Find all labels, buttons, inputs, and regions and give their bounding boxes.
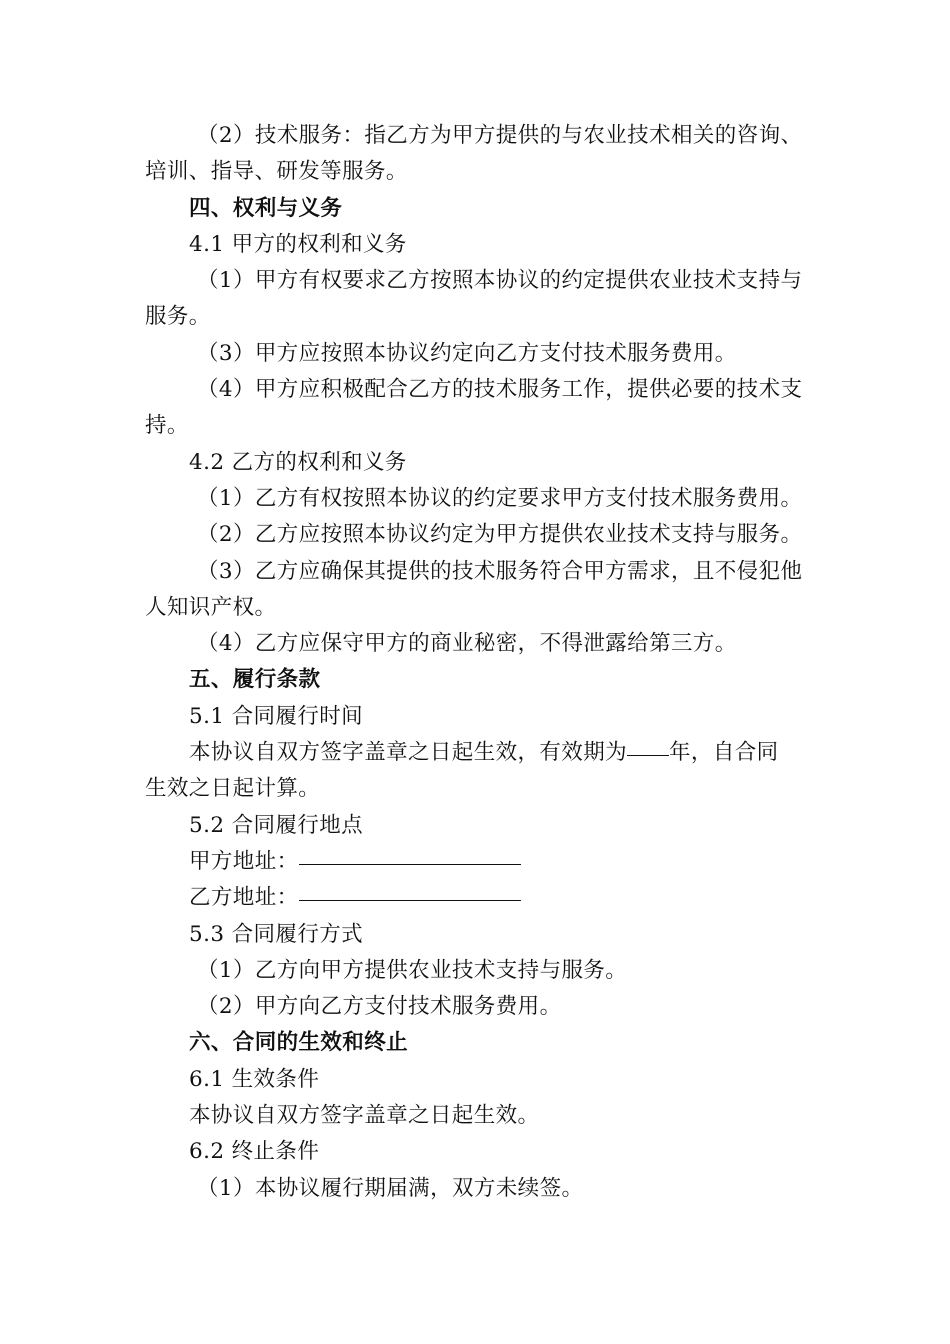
line-text: （1）本协议履行期届满，双方未续签。 bbox=[197, 1175, 584, 1201]
document-body bbox=[145, 118, 810, 1207]
line-text: （4）乙方应保守甲方的商业秘密，不得泄露给第三方。 bbox=[197, 631, 737, 657]
section-heading bbox=[145, 662, 810, 698]
line-text: 人知识产权。 bbox=[145, 594, 277, 620]
paragraph-line bbox=[145, 626, 810, 662]
line-text: 六、合同的生效和终止 bbox=[189, 1030, 409, 1056]
paragraph-line bbox=[145, 517, 810, 553]
paragraph-line bbox=[145, 1171, 810, 1207]
line-text: （2）乙方应按照本协议约定为甲方提供农业技术支持与服务。 bbox=[197, 522, 803, 548]
line-text: 5.2 合同履行地点 bbox=[189, 812, 364, 838]
paragraph-line bbox=[145, 880, 810, 916]
line-text: 甲方地址： bbox=[189, 848, 299, 874]
line-text: 生效之日起计算。 bbox=[145, 776, 321, 802]
line-text: （1）乙方有权按照本协议的约定要求甲方支付技术服务费用。 bbox=[197, 485, 803, 511]
line-text: 五、履行条款 bbox=[189, 667, 321, 693]
paragraph-line bbox=[145, 554, 810, 590]
line-text: 6.2 终止条件 bbox=[189, 1139, 320, 1165]
line-text: 本协议自双方签字盖章之日起生效，有效期为 bbox=[189, 740, 628, 766]
paragraph-line bbox=[145, 699, 810, 735]
line-text: 四、权利与义务 bbox=[189, 195, 343, 221]
section-heading bbox=[145, 191, 810, 227]
line-text: 5.3 合同履行方式 bbox=[189, 921, 364, 947]
line-text: （3）乙方应确保其提供的技术服务符合甲方需求，且不侵犯他 bbox=[197, 558, 803, 584]
line-text: （4）甲方应积极配合乙方的技术服务工作，提供必要的技术支 bbox=[197, 377, 803, 403]
paragraph-line bbox=[145, 989, 810, 1025]
section-heading bbox=[145, 1025, 810, 1061]
paragraph-line bbox=[145, 408, 810, 444]
paragraph-line bbox=[145, 808, 810, 844]
paragraph-line bbox=[145, 227, 810, 263]
line-text: 服务。 bbox=[145, 304, 211, 330]
paragraph-line bbox=[145, 118, 810, 154]
paragraph-line bbox=[145, 154, 810, 190]
line-text-suffix: 年，自合同 bbox=[669, 740, 779, 766]
paragraph-line bbox=[145, 953, 810, 989]
line-text: 乙方地址： bbox=[189, 885, 299, 911]
paragraph-line bbox=[145, 1098, 810, 1134]
paragraph-line bbox=[145, 336, 810, 372]
paragraph-line bbox=[145, 735, 810, 771]
paragraph-line bbox=[145, 445, 810, 481]
line-text: 本协议自双方签字盖章之日起生效。 bbox=[189, 1103, 540, 1129]
line-text: 5.1 合同履行时间 bbox=[189, 703, 364, 729]
fill-in-blank bbox=[299, 899, 521, 901]
line-text: 培训、指导、研发等服务。 bbox=[145, 159, 408, 185]
fill-in-blank bbox=[627, 754, 669, 756]
line-text: 6.1 生效条件 bbox=[189, 1066, 320, 1092]
line-text: （1）甲方有权要求乙方按照本协议的约定提供农业技术支持与 bbox=[197, 268, 803, 294]
paragraph-line bbox=[145, 263, 810, 299]
line-text: （2）技术服务：指乙方为甲方提供的与农业技术相关的咨询、 bbox=[197, 123, 803, 148]
line-text: 4.1 甲方的权利和义务 bbox=[189, 231, 407, 257]
line-text: 持。 bbox=[145, 413, 189, 439]
fill-in-blank bbox=[299, 863, 521, 865]
paragraph-line bbox=[145, 590, 810, 626]
paragraph-line bbox=[145, 844, 810, 880]
paragraph-line bbox=[145, 1062, 810, 1098]
paragraph-line bbox=[145, 771, 810, 807]
line-text: 4.2 乙方的权利和义务 bbox=[189, 449, 407, 475]
line-text: （2）甲方向乙方支付技术服务费用。 bbox=[197, 994, 562, 1020]
line-text: （3）甲方应按照本协议约定向乙方支付技术服务费用。 bbox=[197, 340, 737, 366]
paragraph-line bbox=[145, 299, 810, 335]
paragraph-line bbox=[145, 372, 810, 408]
paragraph-line bbox=[145, 481, 810, 517]
paragraph-line bbox=[145, 1134, 810, 1170]
line-text: （1）乙方向甲方提供农业技术支持与服务。 bbox=[197, 957, 628, 983]
paragraph-line bbox=[145, 917, 810, 953]
